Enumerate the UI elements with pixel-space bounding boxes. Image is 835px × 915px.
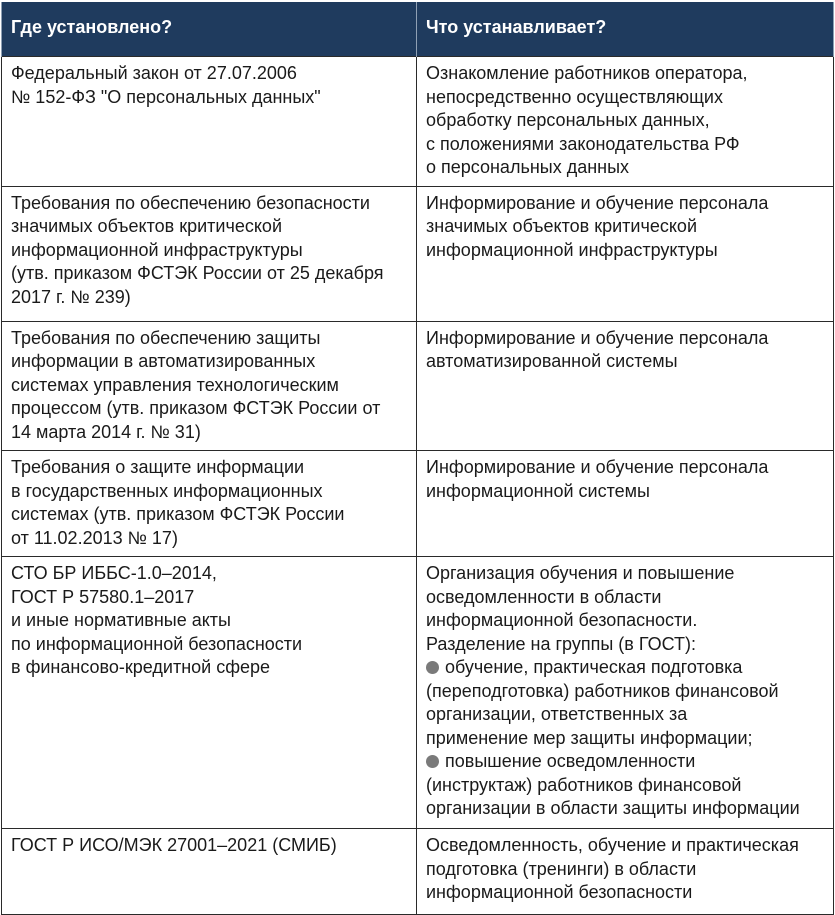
cell-text: ГОСТ Р ИСО/МЭК 27001–2021 (СМИБ) xyxy=(11,835,337,855)
cell-text: информационной системы xyxy=(426,480,650,501)
table-row xyxy=(2,829,834,915)
cell-text: Разделение на группы (в ГОСТ): xyxy=(426,633,696,654)
cell-what xyxy=(417,57,834,187)
bullet-dot-icon xyxy=(426,661,439,674)
bullet-item xyxy=(426,656,825,680)
cell-where xyxy=(2,451,417,557)
cell-text: информационной инфраструктуры xyxy=(426,239,718,260)
cell-text: осведомленности в области xyxy=(426,586,662,607)
cell-text: подготовка (тренинги) в области xyxy=(426,858,697,879)
cell-text: обработку персональных данных, xyxy=(426,110,710,130)
cell-what xyxy=(417,451,834,557)
cell-text: в государственных информационных xyxy=(11,480,323,501)
table-row xyxy=(2,321,834,451)
cell-text: процессом (утв. приказом ФСТЭК России от xyxy=(11,398,381,418)
cell-text: организации в области защиты информации xyxy=(426,798,800,818)
table-row xyxy=(2,57,834,187)
bullet-item xyxy=(426,750,825,774)
cell-text: СТО БР ИББС-1.0–2014, xyxy=(11,563,217,583)
cell-where xyxy=(2,829,417,915)
cell-text: информационной инфраструктуры xyxy=(11,239,303,260)
cell-text: и иные нормативные акты xyxy=(11,610,231,630)
cell-text: организации, ответственных за xyxy=(426,704,688,724)
cell-text: ГОСТ Р 57580.1–2017 xyxy=(11,586,195,607)
cell-text: системах управления технологическим xyxy=(11,374,339,395)
cell-text: повышение осведомленности xyxy=(445,751,696,771)
cell-where xyxy=(2,321,417,451)
cell-text: обучение, практическая подготовка xyxy=(445,657,743,677)
cell-where xyxy=(2,186,417,321)
cell-text: Требования по обеспечению безопасности xyxy=(11,192,370,213)
table-row xyxy=(2,186,834,321)
header-where: Где установлено? xyxy=(2,2,417,57)
regulations-table xyxy=(1,2,834,915)
cell-text: (переподготовка) работников финансовой xyxy=(426,680,779,701)
cell-text: информации в автоматизированных xyxy=(11,351,316,371)
cell-text: применение мер защиты информации; xyxy=(426,727,753,748)
header-what: Что устанавливает? xyxy=(417,2,834,57)
table-row xyxy=(2,451,834,557)
header-row xyxy=(2,2,834,57)
cell-what xyxy=(417,829,834,915)
cell-what xyxy=(417,557,834,829)
cell-text: информационной безопасности. xyxy=(426,610,698,630)
cell-text: о персональных данных xyxy=(426,157,630,177)
cell-text: в финансово-кредитной сфере xyxy=(11,657,271,677)
cell-text: (утв. приказом ФСТЭК России от 25 декабря xyxy=(11,263,384,283)
cell-text: значимых объектов критической xyxy=(11,216,283,236)
cell-text: Информирование и обучение персонала xyxy=(426,457,769,477)
cell-text: системах (утв. приказом ФСТЭК России xyxy=(11,504,345,524)
cell-text: информационной безопасности xyxy=(426,882,693,902)
cell-text: Ознакомление работников оператора, xyxy=(426,63,748,83)
cell-text: (инструктаж) работников финансовой xyxy=(426,774,742,795)
cell-text: Организация обучения и повышение xyxy=(426,563,735,583)
cell-text: автоматизированной системы xyxy=(426,351,678,371)
cell-text: Требования по обеспечению защиты xyxy=(11,327,321,348)
cell-where xyxy=(2,557,417,829)
cell-text: Требования о защите информации xyxy=(11,457,305,477)
table-row xyxy=(2,557,834,829)
cell-text: № 152-ФЗ "О персональных данных" xyxy=(11,86,321,107)
cell-where xyxy=(2,57,417,187)
cell-text: 2017 г. № 239) xyxy=(11,286,131,307)
cell-text: Осведомленность, обучение и практическая xyxy=(426,835,799,855)
cell-text: Федеральный закон от 27.07.2006 xyxy=(11,63,297,83)
cell-text: по информационной безопасности xyxy=(11,633,303,654)
cell-text: 14 марта 2014 г. № 31) xyxy=(11,421,201,442)
cell-text: Информирование и обучение персонала xyxy=(426,192,769,213)
cell-what xyxy=(417,186,834,321)
cell-text: с положениями законодательства РФ xyxy=(426,133,740,154)
cell-text: непосредственно осуществляющих xyxy=(426,86,723,107)
cell-text: значимых объектов критической xyxy=(426,216,698,236)
cell-what xyxy=(417,321,834,451)
bullet-dot-icon xyxy=(426,755,439,768)
cell-text: Информирование и обучение персонала xyxy=(426,327,769,348)
cell-text: от 11.02.2013 № 17) xyxy=(11,527,178,548)
